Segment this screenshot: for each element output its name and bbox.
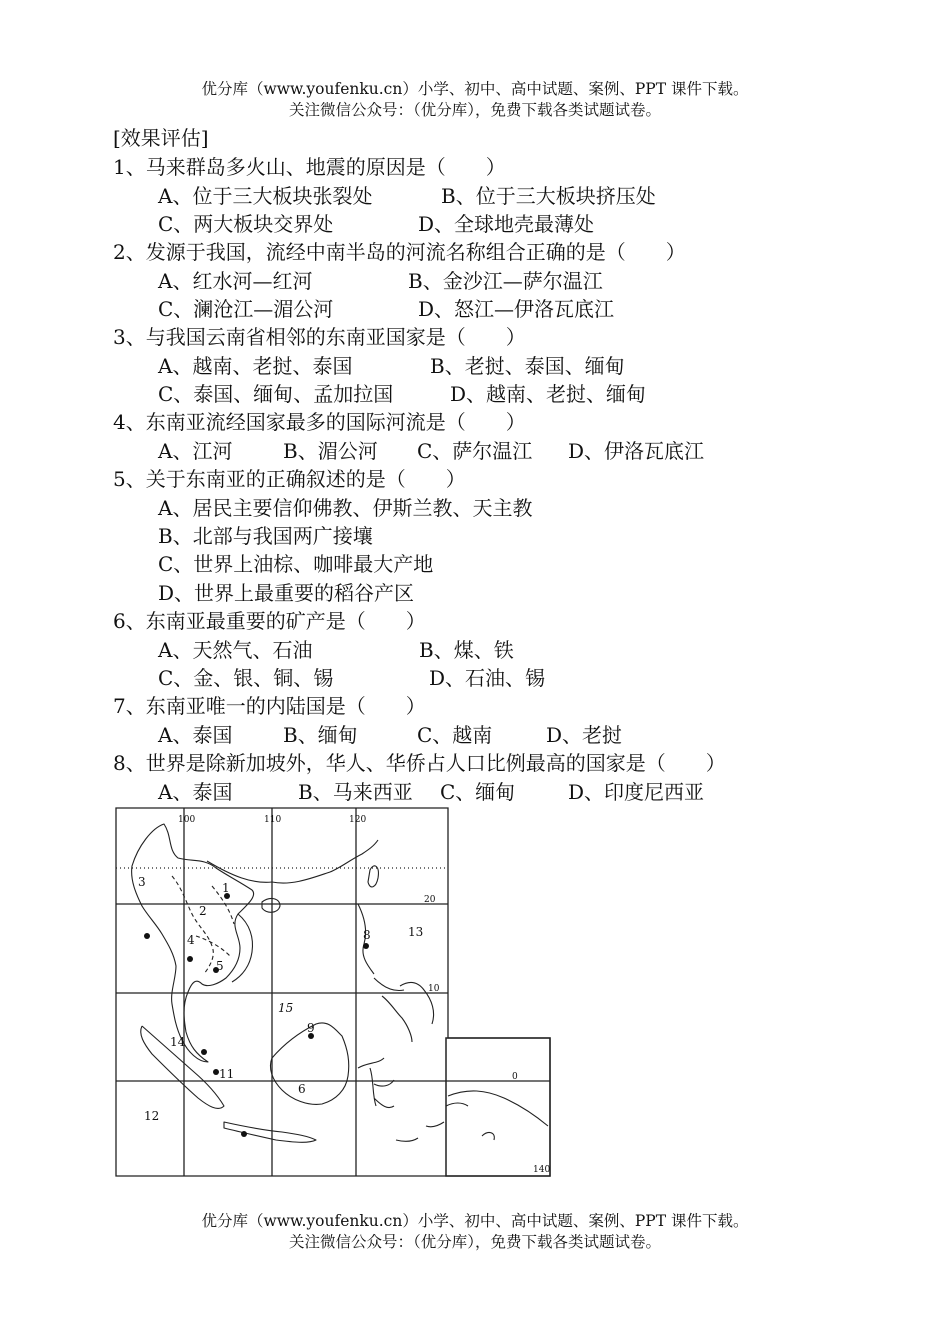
region-number-4: 4 xyxy=(187,933,195,947)
q2-stem: 2、发源于我国，流经中南半岛的河流名称组合正确的是（ ） xyxy=(113,240,686,264)
q1-option-d: D、全球地壳最薄处 xyxy=(418,212,595,236)
country-border-cambodia xyxy=(196,936,230,956)
q6-stem: 6、东南亚最重要的矿产是（ ） xyxy=(113,609,426,633)
map-dot-3 xyxy=(187,956,193,962)
q2-option-a: A、红水河—红河 xyxy=(158,269,313,293)
q1-option-c: C、两大板块交界处 xyxy=(158,212,334,236)
region-number-9: 9 xyxy=(307,1021,315,1035)
q8-stem: 8、世界是除新加坡外，华人、华侨占人口比例最高的国家是（ ） xyxy=(113,751,726,775)
header-line-2: 关注微信公众号：（优分库），免费下载各类试题试卷。 xyxy=(288,101,661,119)
q8-option-a: A、泰国 xyxy=(158,780,233,804)
lon-label-140: 140 xyxy=(533,1165,551,1175)
small-island-inset xyxy=(482,1133,494,1140)
section-title: [效果评估] xyxy=(113,126,209,150)
q6-option-b: B、煤、铁 xyxy=(419,638,514,662)
map-dot-7 xyxy=(201,1049,207,1055)
region-number-12: 12 xyxy=(144,1109,160,1123)
footer-line-1: 优分库（www.youfenku.cn）小学、初中、高中试题、案例、PPT 课件下载。 xyxy=(201,1212,749,1230)
map-dot-5 xyxy=(363,943,369,949)
q6-option-d: D、石油、锡 xyxy=(429,666,546,690)
map-svg xyxy=(112,806,554,1182)
q1-option-b: B、位于三大板块挤压处 xyxy=(441,184,656,208)
q7-option-c: C、越南 xyxy=(417,723,493,747)
q4-stem: 4、东南亚流经国家最多的国际河流是（ ） xyxy=(113,410,526,434)
region-number-6: 6 xyxy=(298,1082,306,1096)
q1-option-a: A、位于三大板块张裂处 xyxy=(158,184,373,208)
sulawesi-island xyxy=(358,1058,394,1108)
region-number-11: 11 xyxy=(219,1067,235,1081)
q3-option-d: D、越南、老挝、缅甸 xyxy=(450,382,647,406)
q7-option-a: A、泰国 xyxy=(158,723,233,747)
q7-option-d: D、老挝 xyxy=(546,723,623,747)
southeast-asia-map xyxy=(112,806,554,1182)
q2-option-b: B、金沙江—萨尔温江 xyxy=(408,269,603,293)
q8-option-d: D、印度尼西亚 xyxy=(568,780,705,804)
q5-option-a: A、居民主要信仰佛教、伊斯兰教、天主教 xyxy=(158,496,533,520)
header-line-1: 优分库（www.youfenku.cn）小学、初中、高中试题、案例、PPT 课件下载。 xyxy=(201,80,749,98)
page-header xyxy=(0,79,950,121)
lon-label-120: 120 xyxy=(349,815,367,825)
footer-line-2: 关注微信公众号：（优分库），免费下载各类试题试卷。 xyxy=(288,1233,661,1251)
region-number-5: 5 xyxy=(216,959,224,973)
region-number-8: 8 xyxy=(363,928,371,942)
map-inset-box xyxy=(446,1038,550,1176)
q6-option-a: A、天然气、石油 xyxy=(158,638,313,662)
hainan-island xyxy=(262,899,280,913)
java-island xyxy=(224,1122,316,1142)
region-number-13: 13 xyxy=(408,925,424,939)
q1-stem: 1、马来群岛多火山、地震的原因是（ ） xyxy=(113,155,506,179)
q3-option-c: C、泰国、缅甸、孟加拉国 xyxy=(158,382,394,406)
q6-option-c: C、金、银、铜、锡 xyxy=(158,666,334,690)
china-coastline xyxy=(207,840,378,883)
region-number-15: 15 xyxy=(278,1001,294,1015)
q8-option-b: B、马来西亚 xyxy=(298,780,413,804)
lon-label-100: 100 xyxy=(178,815,196,825)
q5-option-d: D、世界上最重要的稻谷产区 xyxy=(158,581,415,605)
q4-option-d: D、伊洛瓦底江 xyxy=(568,439,705,463)
lesser-sunda-islands xyxy=(396,1103,468,1141)
q8-option-c: C、缅甸 xyxy=(440,780,516,804)
q7-stem: 7、东南亚唯一的内陆国是（ ） xyxy=(113,694,426,718)
region-number-1: 1 xyxy=(222,881,230,895)
new-guinea-coast xyxy=(448,1091,548,1126)
lat-label-20: 20 xyxy=(424,895,436,905)
q5-option-b: B、北部与我国两广接壤 xyxy=(158,524,373,548)
region-number-2: 2 xyxy=(199,904,207,918)
q4-option-b: B、湄公河 xyxy=(283,439,378,463)
q5-option-c: C、世界上油棕、咖啡最大产地 xyxy=(158,552,434,576)
lat-label-10: 10 xyxy=(428,984,440,994)
map-dot-2 xyxy=(144,933,150,939)
region-number-3: 3 xyxy=(138,875,146,889)
lon-label-110: 110 xyxy=(264,815,282,825)
q2-option-c: C、澜沧江—湄公河 xyxy=(158,297,334,321)
taiwan-island xyxy=(368,866,378,887)
q7-option-b: B、缅甸 xyxy=(283,723,358,747)
q4-option-a: A、江河 xyxy=(158,439,233,463)
q3-stem: 3、与我国云南省相邻的东南亚国家是（ ） xyxy=(113,325,526,349)
region-number-14: 14 xyxy=(170,1035,186,1049)
q4-option-c: C、萨尔温江 xyxy=(417,439,533,463)
page-footer xyxy=(0,1211,950,1253)
lat-label-0: 0 xyxy=(512,1072,518,1082)
q5-stem: 5、关于东南亚的正确叙述的是（ ） xyxy=(113,467,466,491)
q3-option-a: A、越南、老挝、泰国 xyxy=(158,354,353,378)
q3-option-b: B、老挝、泰国、缅甸 xyxy=(430,354,625,378)
map-dot-9 xyxy=(241,1131,247,1137)
map-frame xyxy=(116,808,550,1176)
q2-option-d: D、怒江—伊洛瓦底江 xyxy=(418,297,615,321)
